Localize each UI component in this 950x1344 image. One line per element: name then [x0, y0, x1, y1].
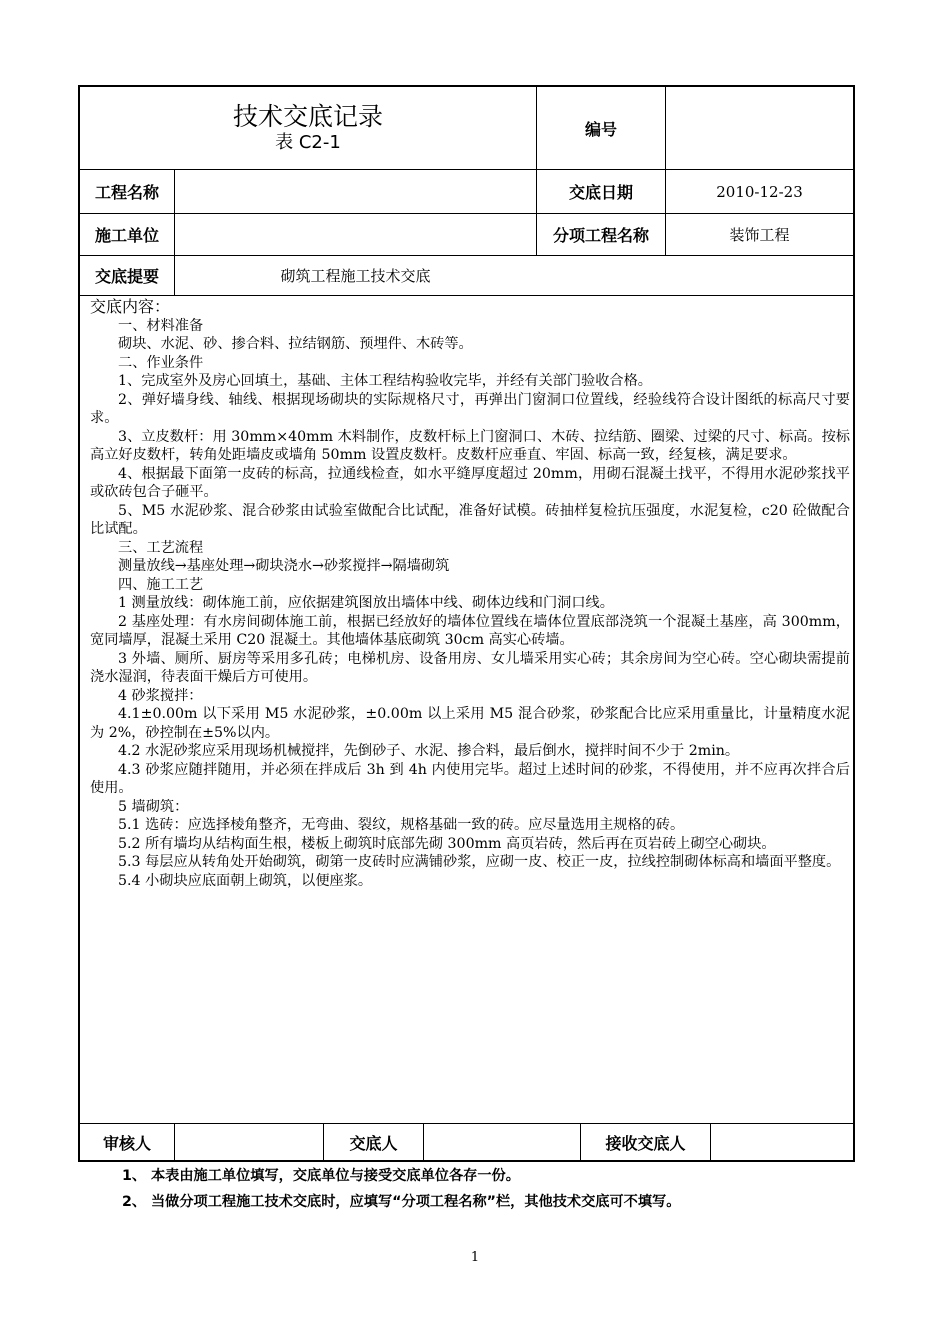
content-paragraph: 5.2 所有墙均从结构面生根，楼板上砌筑时底部先砌 300mm 高页岩砖，然后再在页岩砖上砌空心砌块。 — [118, 835, 776, 852]
note-1: 1、 本表由施工单位填写，交底单位与接受交底单位各存一份。 — [122, 1168, 520, 1184]
receiver-label: 接收交底人 — [605, 1133, 686, 1153]
reviewer-value[interactable] — [175, 1124, 323, 1160]
summary-value[interactable]: 砌筑工程施工技术交底 — [280, 267, 431, 285]
page-number: 1 — [470, 1250, 480, 1265]
number-value[interactable] — [666, 87, 853, 169]
sub-project-value[interactable]: 装饰工程 — [729, 226, 790, 244]
content-paragraph: 2 基座处理：有水房间砌体施工前，根据已经放好的墙体位置线在墙体位置底部浇筑一个混凝土基座，高 300mm，宽同墙厚，混凝土采用 C20 混凝土。其他墙体基底砌筑 30cm 高实心砖墙。 — [90, 613, 850, 648]
content-heading: 交底内容： — [90, 297, 171, 316]
content-paragraph: 一、材料准备 — [118, 317, 204, 334]
contractor-value[interactable] — [175, 214, 536, 255]
content-paragraph: 1 测量放线：砌体施工前，应依据建筑图放出墙体中线、砌体边线和门洞口线。 — [118, 595, 614, 611]
date-value[interactable]: 2010-12-23 — [716, 182, 803, 201]
content-paragraph: 3、立皮数杆：用 30mm×40mm 木料制作，皮数杆标上门窗洞口、木砖、拉结筋、圈梁、过梁的尺寸、标高。按标高立好皮数杆，转角处距墙皮或墙角 50mm 设置皮数杆。皮数杆应垂直、牢固、标高一致，经复核，满足要求。 — [90, 428, 850, 463]
content-paragraph: 四、施工工艺 — [118, 576, 204, 593]
content-paragraph: 1、完成室外及房心回填土，基础、主体工程结构验收完毕，并经有关部门验收合格。 — [118, 373, 652, 389]
contractor-label: 施工单位 — [94, 226, 159, 245]
content-paragraph: 4.2 水泥砂浆应采用现场机械搅拌，先倒砂子、水泥、掺合料，最后倒水，搅拌时间不少于 2min。 — [118, 743, 740, 759]
form-title-block — [80, 87, 536, 169]
content-paragraph: 5 墙砌筑： — [118, 798, 189, 815]
reviewer-label: 审核人 — [102, 1133, 151, 1153]
summary-label: 交底提要 — [94, 267, 159, 286]
content-paragraph: 4.1±0.00m 以下采用 M5 水泥砂浆，±0.00m 以上采用 M5 混合砂浆，砂浆配合比应采用重量比，计量精度水泥为 2%，砂控制在±5%以内。 — [90, 706, 850, 741]
content-paragraph: 3 外墙、厕所、厨房等采用多孔砖；电梯机房、设备用房、女儿墙采用实心砖；其余房间为空心砖。空心砌块需提前浇水湿润，待表面干燥后方可使用。 — [90, 650, 850, 685]
project-name-label: 工程名称 — [94, 183, 159, 202]
presenter-label: 交底人 — [349, 1133, 398, 1153]
content-paragraph: 2、弹好墙身线、轴线、根据现场砌块的实际规格尺寸，再弹出门窗洞口位置线，经验线符合设计图纸的标高尺寸要求。 — [90, 391, 850, 426]
form-title: 技术交底记录 — [232, 102, 383, 131]
content-paragraph: 4、根据最下面第一皮砖的标高，拉通线检查，如水平缝厚度超过 20mm，用砌石混凝土找平，不得用水泥砂浆找平或砍砖包合子砸平。 — [90, 465, 850, 500]
content-paragraph: 5、M5 水泥砂浆、混合砂浆由试验室做配合比试配，准备好试模。砖抽样复检抗压强度，水泥复检，c20 砼做配合比试配。 — [90, 502, 850, 537]
content-paragraphs — [90, 317, 850, 891]
content-paragraph: 砌块、水泥、砂、掺合料、拉结钢筋、预埋件、木砖等。 — [118, 336, 473, 352]
date-label: 交底日期 — [568, 183, 633, 202]
content-paragraph: 5.3 每层应从转角处开始砌筑，砌第一皮砖时应满铺砂浆，应砌一皮、校正一皮，拉线控制砌体标高和墙面平整度。 — [118, 854, 841, 870]
content-paragraph: 三、工艺流程 — [118, 539, 204, 556]
form-notes — [122, 1163, 680, 1215]
form-code: 表 C2-1 — [275, 132, 341, 153]
project-name-value[interactable] — [175, 170, 536, 213]
note-2: 2、 当做分项工程施工技术交底时，应填写“分项工程名称”栏，其他技术交底可不填写。 — [122, 1194, 681, 1210]
content-paragraph: 4 砂浆搅拌： — [118, 687, 203, 704]
content-paragraph: 测量放线→基座处理→砌块浇水→砂浆搅拌→隔墙砌筑 — [118, 558, 450, 574]
row-divider — [80, 295, 853, 296]
content-paragraph: 二、作业条件 — [118, 354, 204, 371]
content-paragraph: 5.1 选砖：应选择棱角整齐，无弯曲、裂纹，规格基础一致的砖。应尽量选用主规格的砖。 — [118, 817, 685, 833]
receiver-value[interactable] — [711, 1124, 853, 1160]
technical-briefing-form — [78, 85, 855, 1162]
number-label: 编号 — [584, 119, 617, 139]
content-paragraph: 4.3 砂浆应随拌随用，并必须在拌成后 3h 到 4h 内使用完毕。超过上述时间的砂浆，不得使用，并不应再次拌合后使用。 — [90, 761, 850, 796]
presenter-value[interactable] — [424, 1124, 580, 1160]
sub-project-label: 分项工程名称 — [552, 226, 649, 245]
briefing-content — [90, 298, 850, 890]
content-paragraph: 5.4 小砌块应底面朝上砌筑，以便座浆。 — [118, 872, 373, 889]
